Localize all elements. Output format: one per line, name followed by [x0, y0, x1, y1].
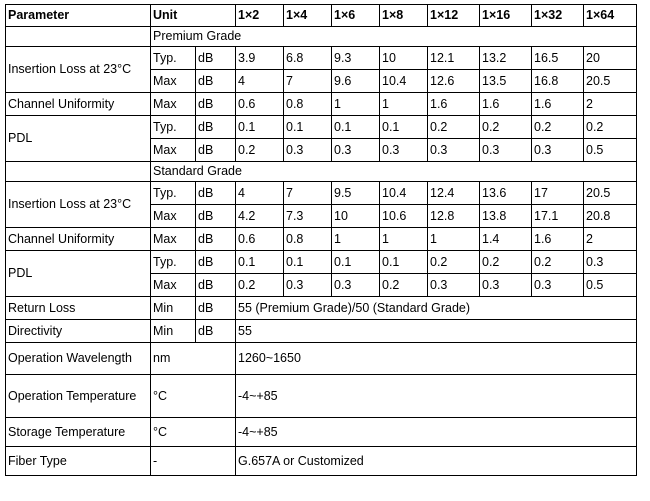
header-port: 1×32	[532, 5, 584, 27]
value-cell: 16.8	[532, 70, 584, 93]
value-cell: 0.3	[284, 139, 332, 162]
value-cell: 12.1	[428, 47, 480, 70]
unit: °C	[151, 375, 236, 418]
value-cell: 1	[380, 93, 428, 116]
value-cell: 0.1	[236, 116, 284, 139]
value-cell: 0.2	[480, 251, 532, 274]
value-cell: 20.8	[584, 205, 637, 228]
header-parameter: Parameter	[6, 5, 151, 27]
value-cell: 10.4	[380, 70, 428, 93]
storage-temperature-value: -4~+85	[236, 418, 637, 447]
qualifier: Max	[151, 205, 196, 228]
value-cell: 10.4	[380, 182, 428, 205]
return-loss-row	[6, 297, 637, 320]
standard-il-typ-row	[6, 182, 637, 205]
specification-table	[5, 4, 637, 476]
value-cell: 13.5	[480, 70, 532, 93]
premium-pdl-typ-row	[6, 116, 637, 139]
value-cell: 0.3	[332, 274, 380, 297]
qualifier: Max	[151, 139, 196, 162]
value-cell: 1.6	[532, 93, 584, 116]
unit: dB	[196, 274, 236, 297]
value-cell: 13.6	[480, 182, 532, 205]
directivity-label: Directivity	[6, 320, 151, 343]
standard-cu-label: Channel Uniformity	[6, 228, 151, 251]
value-cell: 0.3	[428, 274, 480, 297]
premium-grade-title: Premium Grade	[151, 27, 637, 47]
value-cell: 0.1	[236, 251, 284, 274]
value-cell: 0.3	[532, 274, 584, 297]
qualifier: Typ.	[151, 47, 196, 70]
value-cell: 3.9	[236, 47, 284, 70]
header-port: 1×6	[332, 5, 380, 27]
qualifier: Min	[151, 297, 196, 320]
value-cell: 13.8	[480, 205, 532, 228]
value-cell: 20.5	[584, 182, 637, 205]
wavelength-row	[6, 343, 637, 375]
value-cell: 0.1	[332, 251, 380, 274]
value-cell: 0.3	[284, 274, 332, 297]
value-cell: 0.2	[584, 116, 637, 139]
value-cell: 6.8	[284, 47, 332, 70]
value-cell: 0.2	[236, 274, 284, 297]
value-cell: 4	[236, 182, 284, 205]
standard-cu-row	[6, 228, 637, 251]
fiber-type-row	[6, 447, 637, 476]
value-cell: 0.3	[532, 139, 584, 162]
return-loss-value: 55 (Premium Grade)/50 (Standard Grade)	[236, 297, 637, 320]
value-cell: 0.6	[236, 228, 284, 251]
unit: dB	[196, 320, 236, 343]
storage-temperature-label: Storage Temperature	[6, 418, 151, 447]
value-cell: 0.2	[428, 251, 480, 274]
qualifier: Min	[151, 320, 196, 343]
value-cell: 16.5	[532, 47, 584, 70]
unit: dB	[196, 297, 236, 320]
value-cell: 2	[584, 93, 637, 116]
directivity-row	[6, 320, 637, 343]
header-port: 1×8	[380, 5, 428, 27]
standard-il-label: Insertion Loss at 23°C	[6, 182, 151, 228]
fiber-type-value: G.657A or Customized	[236, 447, 637, 476]
qualifier: Max	[151, 228, 196, 251]
value-cell: 20.5	[584, 70, 637, 93]
header-row	[6, 5, 637, 27]
value-cell: 0.8	[284, 93, 332, 116]
value-cell: 0.2	[380, 274, 428, 297]
value-cell: 1	[332, 228, 380, 251]
value-cell: 0.3	[584, 251, 637, 274]
unit: dB	[196, 70, 236, 93]
premium-grade-row	[6, 27, 637, 47]
standard-pdl-typ-row	[6, 251, 637, 274]
unit: dB	[196, 228, 236, 251]
header-port: 1×2	[236, 5, 284, 27]
qualifier: Max	[151, 274, 196, 297]
value-cell: 0.3	[332, 139, 380, 162]
value-cell: 0.6	[236, 93, 284, 116]
value-cell: 0.1	[332, 116, 380, 139]
value-cell: 9.6	[332, 70, 380, 93]
value-cell: 12.4	[428, 182, 480, 205]
value-cell: 1.6	[480, 93, 532, 116]
header-port: 1×4	[284, 5, 332, 27]
premium-cu-row	[6, 93, 637, 116]
unit: nm	[151, 343, 236, 375]
value-cell: 0.3	[380, 139, 428, 162]
value-cell: 0.1	[380, 116, 428, 139]
value-cell: 0.8	[284, 228, 332, 251]
operation-temperature-row	[6, 375, 637, 418]
value-cell: 0.1	[380, 251, 428, 274]
value-cell: 1	[428, 228, 480, 251]
value-cell: 0.2	[532, 116, 584, 139]
value-cell: 17.1	[532, 205, 584, 228]
value-cell: 4	[236, 70, 284, 93]
value-cell: 0.2	[428, 116, 480, 139]
premium-cu-label: Channel Uniformity	[6, 93, 151, 116]
value-cell: 9.3	[332, 47, 380, 70]
qualifier: Max	[151, 70, 196, 93]
operation-temperature-value: -4~+85	[236, 375, 637, 418]
value-cell: 0.5	[584, 139, 637, 162]
standard-grade-title: Standard Grade	[151, 162, 637, 182]
value-cell: 1.6	[532, 228, 584, 251]
wavelength-value: 1260~1650	[236, 343, 637, 375]
unit: dB	[196, 251, 236, 274]
unit: °C	[151, 418, 236, 447]
value-cell: 0.3	[428, 139, 480, 162]
value-cell: 9.5	[332, 182, 380, 205]
value-cell: 20	[584, 47, 637, 70]
value-cell: 0.5	[584, 274, 637, 297]
return-loss-label: Return Loss	[6, 297, 151, 320]
value-cell: 0.3	[480, 274, 532, 297]
premium-pdl-label: PDL	[6, 116, 151, 162]
value-cell: 4.2	[236, 205, 284, 228]
header-port: 1×12	[428, 5, 480, 27]
wavelength-label: Operation Wavelength	[6, 343, 151, 375]
standard-grade-row	[6, 162, 637, 182]
standard-pdl-label: PDL	[6, 251, 151, 297]
value-cell: 0.3	[480, 139, 532, 162]
value-cell: 1.4	[480, 228, 532, 251]
value-cell: 1	[332, 93, 380, 116]
value-cell: 1.6	[428, 93, 480, 116]
qualifier: Typ.	[151, 251, 196, 274]
grade-spacer	[6, 27, 151, 47]
premium-il-typ-row	[6, 47, 637, 70]
value-cell: 2	[584, 228, 637, 251]
value-cell: 12.8	[428, 205, 480, 228]
operation-temperature-label: Operation Temperature	[6, 375, 151, 418]
unit: dB	[196, 47, 236, 70]
grade-spacer	[6, 162, 151, 182]
value-cell: 10.6	[380, 205, 428, 228]
qualifier: Typ.	[151, 182, 196, 205]
unit: dB	[196, 93, 236, 116]
unit: -	[151, 447, 236, 476]
unit: dB	[196, 182, 236, 205]
value-cell: 7.3	[284, 205, 332, 228]
storage-temperature-row	[6, 418, 637, 447]
value-cell: 0.1	[284, 116, 332, 139]
header-unit: Unit	[151, 5, 236, 27]
directivity-value: 55	[236, 320, 637, 343]
value-cell: 13.2	[480, 47, 532, 70]
value-cell: 7	[284, 70, 332, 93]
premium-il-label: Insertion Loss at 23°C	[6, 47, 151, 93]
value-cell: 0.2	[480, 116, 532, 139]
value-cell: 17	[532, 182, 584, 205]
value-cell: 10	[380, 47, 428, 70]
value-cell: 12.6	[428, 70, 480, 93]
value-cell: 0.2	[236, 139, 284, 162]
qualifier: Typ.	[151, 116, 196, 139]
value-cell: 0.2	[532, 251, 584, 274]
spec-table-frame	[5, 4, 637, 476]
unit: dB	[196, 205, 236, 228]
fiber-type-label: Fiber Type	[6, 447, 151, 476]
qualifier: Max	[151, 93, 196, 116]
header-port: 1×16	[480, 5, 532, 27]
value-cell: 10	[332, 205, 380, 228]
value-cell: 7	[284, 182, 332, 205]
value-cell: 1	[380, 228, 428, 251]
header-port: 1×64	[584, 5, 637, 27]
value-cell: 0.1	[284, 251, 332, 274]
unit: dB	[196, 116, 236, 139]
unit: dB	[196, 139, 236, 162]
